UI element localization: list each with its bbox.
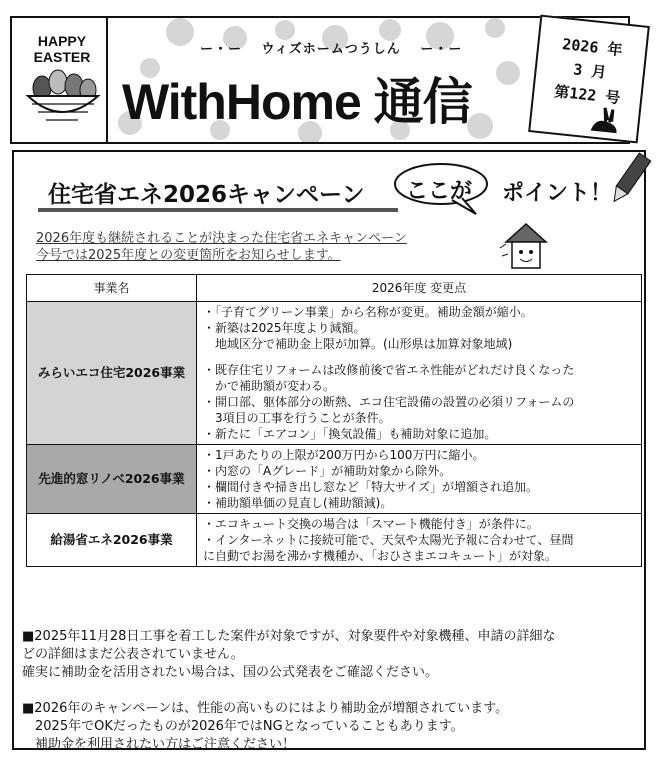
issue-month: 3 月 <box>572 60 608 82</box>
note2-line1: ■2026年のキャンペーンは、性能の高いものにはより補助金が増額されています。 <box>22 701 509 716</box>
program-changes <box>197 514 642 567</box>
note2-line2: 2025年でOKだったものが2026年ではNGとなっていることもあります。 <box>22 719 464 734</box>
newsletter-subtitle <box>200 38 462 57</box>
rabbit-icon <box>586 104 625 136</box>
change-line: ・内窓の「Aグレード」が補助対象から除外。 <box>203 464 452 478</box>
header-divider <box>106 16 108 144</box>
line-gap <box>203 352 635 362</box>
intro-line2: 今号では2025年度との変更箇所をお知らせします。 <box>36 248 341 263</box>
easter-basket-logo <box>20 30 104 130</box>
change-line: ・欄間付きや掃き出し窓など「特大サイズ」が増額され追加。 <box>203 480 539 494</box>
house-mascot-icon <box>496 220 556 272</box>
program-name: みらいエコ住宅2026事業 <box>27 302 197 445</box>
subtitle-deco-right: ー・ー <box>420 42 463 57</box>
change-line: ・インターネットに接続可能で、天気や太陽光予報に合わせて、昼間 <box>203 533 574 547</box>
logo-line2: EASTER <box>33 49 91 65</box>
program-changes <box>197 302 642 445</box>
note1-line1: ■2025年11月28日工事を着工した案件が対象ですが、対象要件や対象機種、申請の詳細な <box>22 629 556 644</box>
campaign-table <box>26 274 642 567</box>
change-line: ・新たに「エアコン」「換気設備」も補助対象に追加。 <box>203 427 497 441</box>
change-line: ・補助額単価の見直し(補助額減)。 <box>203 496 393 510</box>
change-line: ・既存住宅リフォームは改修前後で省エネ性能がどれだけ良くなった <box>203 363 575 377</box>
change-line: 3項目の工事を行うことが条件。 <box>203 411 391 425</box>
program-name: 給湯省エネ2026事業 <box>27 514 197 567</box>
notes <box>22 628 555 754</box>
note2-line3: 補助金を利用されたい方はご注意ください！ <box>22 737 296 752</box>
change-line: かで補助額が変わる。 <box>203 379 336 393</box>
change-line: 地域区分で補助金上限が加算。(山形県は加算対象地域) <box>203 337 513 351</box>
issue-card <box>528 15 650 144</box>
note1-line3: 確実に補助金を活用されたい場合は、国の公式発表をご確認ください。 <box>22 665 439 680</box>
header-name: 事業名 <box>27 275 197 302</box>
program-name: 先進的窓リノベ2026事業 <box>27 445 197 514</box>
issue-number: 第122 号 <box>553 82 622 108</box>
intro-text <box>36 230 407 264</box>
intro-line1: 2026年度も継続されることが決まった住宅省エネキャンペーン <box>36 231 407 246</box>
table-row <box>27 445 642 514</box>
section-underline <box>38 208 398 212</box>
change-line: ・新築は2025年度より減額。 <box>203 321 366 335</box>
subtitle-text: ウィズホームつうしん <box>261 42 401 57</box>
change-line: ・エコキュート交換の場合は「スマート機能付き」が条件に。 <box>203 517 539 531</box>
change-line: に自動でお湯を沸かす機種か、「おひさまエコキュート」が対象。 <box>203 549 558 563</box>
table-row <box>27 302 642 445</box>
bubble-text: ここが <box>406 179 473 204</box>
change-line: ・1戸あたりの上限が200万円から100万円に縮小。 <box>203 448 485 462</box>
note1-line2: どの詳細はまだ公表されていません。 <box>22 647 244 662</box>
logo-line1: HAPPY <box>37 33 87 49</box>
program-changes <box>197 445 642 514</box>
pencil-icon <box>604 150 654 210</box>
header-changes: 2026年度 変更点 <box>197 275 642 302</box>
table-row <box>27 514 642 567</box>
subtitle-deco-left: ー・ー <box>200 42 243 57</box>
change-line: ・開口部、躯体部分の断熱、エコ住宅設備の設置の必須リフォームの <box>203 395 575 409</box>
note-gap <box>22 682 555 700</box>
issue-year: 2026 年 <box>561 35 624 60</box>
newsletter-title: WithHome 通信 <box>122 74 472 130</box>
change-line: ・「子育てグリーン事業」から名称が変更。補助金額が縮小。 <box>203 305 533 319</box>
table-header-row <box>27 275 642 302</box>
easter-eggs-icon <box>28 70 98 120</box>
section-title: 住宅省エネ2026キャンペーン <box>48 182 365 208</box>
point-text: ポイント！ <box>502 181 613 206</box>
